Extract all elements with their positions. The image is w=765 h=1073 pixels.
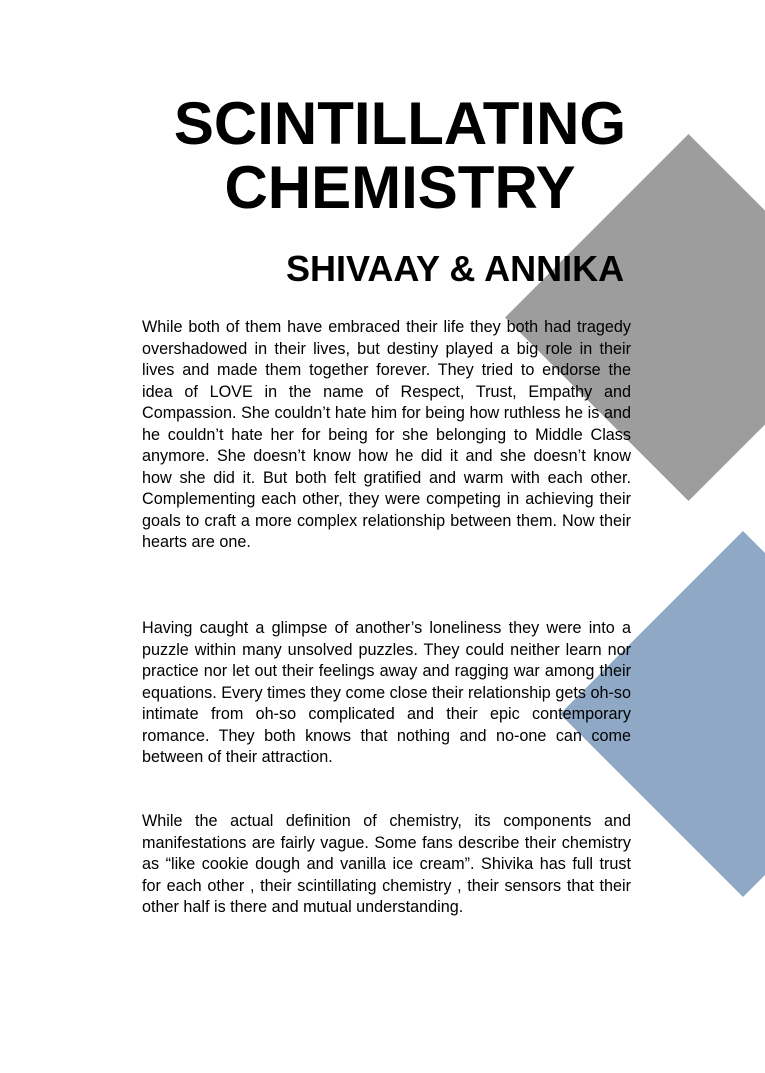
title-line-1: SCINTILLATING xyxy=(173,90,627,157)
subtitle: SHIVAAY & ANNIKA xyxy=(286,248,625,289)
paragraph-2: Having caught a glimpse of another’s loneliness they were into a puzzle within many unsolved puzzles. They could neither learn nor practice nor let out their feelings away and ragging war among their equations. Every times they come close their relationship gets oh-so intimate from oh-so complicated and their epic contemporary romance. They both knows that nothing and no-one can come between of their attraction. xyxy=(142,619,631,766)
paragraph-1: While both of them have embraced their life they both had tragedy overshadowed in their lives, but destiny played a big role in their lives and made them together forever. They tried to endorse the idea of LOVE in the name of Respect, Trust, Empathy and Compassion. She couldn’t hate him for being how ruthless he is and he couldn’t hate her for being for she belonging to Middle Class anymore. She doesn’t know how he did it and she doesn’t know how she did it. But both felt gratified and warm with each other. Complementing each other, they were competing in achieving their goals to craft a more complex relationship between them. Now their hearts are one. xyxy=(142,318,631,551)
page-title xyxy=(0,92,765,220)
paragraph-3: While the actual definition of chemistry, its components and manifestations are fairly vague. Some fans describe their chemistry as “like cookie dough and vanilla ice cream”. Shivika has full trust for each other , their scintillating chemistry , their sensors that their other half is there and mutual understanding. xyxy=(142,812,631,916)
title-line-2: CHEMISTRY xyxy=(224,154,576,221)
